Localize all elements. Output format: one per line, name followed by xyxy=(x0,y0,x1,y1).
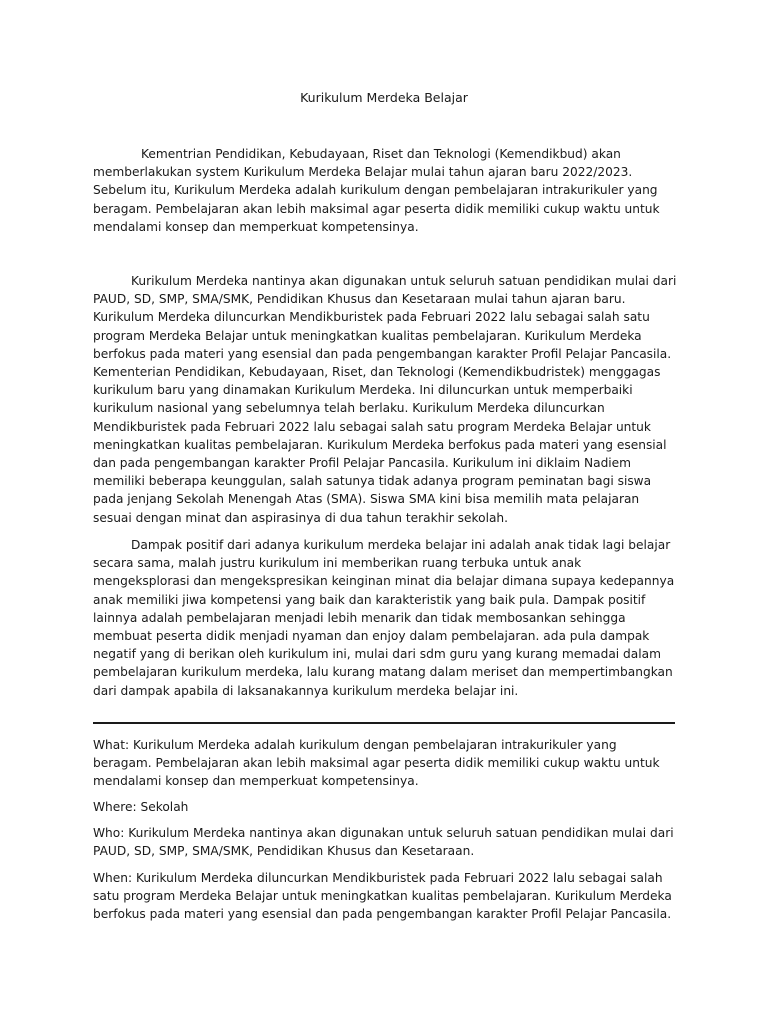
summary-who: Who: Kurikulum Merdeka nantinya akan digunakan untuk seluruh satuan pendidikan mulai dari PAUD, SD, SMP, SMA/SMK, Pendidikan Khusus dan Kesetaraan. xyxy=(93,826,674,859)
paragraph-impact: Dampak positif dari adanya kurikulum merdeka belajar ini adalah anak tidak lagi belajar secara sama, malah justru kurikulum ini memberikan ruang terbuka untuk anak mengeksplorasi dan mengekspresikan keinginan minat dia belajar dimana supaya kedepannya anak memiliki jiwa kompetensi yang baik dan karakteristik yang baik pula. Dampak positif lainnya adalah pembelajaran menjadi lebih menarik dan tidak membosankan sehingga membuat peserta didik menjadi nyaman dan enjoy dalam pembelajaran. ada pula dampak negatif yang di berikan oleh kurikulum ini, mulai dari sdm guru yang kurang memadai dalam pembelajaran kurikulum merdeka, lalu kurang matang dalam meriset dan mempertimbangkan dari dampak apabila di laksanakannya kurikulum merdeka belajar ini. xyxy=(93,538,675,698)
summary-when: When: Kurikulum Merdeka diluncurkan Mendikburistek pada Februari 2022 lalu sebagai salah satu program Merdeka Belajar untuk meningkatkan kualitas pembelajaran. Kurikulum Merdeka berfokus pada materi yang esensial dan pada pengembangan karakter Profil Pelajar Pancasila. xyxy=(93,871,672,922)
document-title: Kurikulum Merdeka Belajar xyxy=(300,90,468,105)
section-divider xyxy=(93,722,675,724)
summary-what: What: Kurikulum Merdeka adalah kurikulum dengan pembelajaran intrakurikuler yang beragam. Pembelajaran akan lebih maksimal agar peserta didik memiliki cukup waktu untuk mendalami konsep dan memperkuat kompetensinya. xyxy=(93,738,660,789)
summary-where: Where: Sekolah xyxy=(93,800,189,814)
paragraph-implementation: Kurikulum Merdeka nantinya akan digunakan untuk seluruh satuan pendidikan mulai dari PAUD, SD, SMP, SMA/SMK, Pendidikan Khusus dan Kesetaraan mulai tahun ajaran baru. Kurikulum Merdeka diluncurkan Mendikburistek pada Februari 2022 lalu sebagai salah satu program Merdeka Belajar untuk meningkatkan kualitas pembelajaran. Kurikulum Merdeka berfokus pada materi yang esensial dan pada pengembangan karakter Profil Pelajar Pancasila. Kementerian Pendidikan, Kebudayaan, Riset, dan Teknologi (Kemendikbudristek) menggagas kurikulum baru yang dinamakan Kurikulum Merdeka. Ini diluncurkan untuk memperbaiki kurikulum nasional yang sebelumnya telah berlaku. Kurikulum Merdeka diluncurkan Mendikburistek pada Februari 2022 lalu sebagai salah satu program Merdeka Belajar untuk meningkatkan kualitas pembelajaran. Kurikulum Merdeka berfokus pada materi yang esensial dan pada pengembangan karakter Profil Pelajar Pancasila. Kurikulum ini diklaim Nadiem memiliki beberapa keunggulan, salah satunya tidak adanya program peminatan bagi siswa pada jenjang Sekolah Menengah Atas (SMA). Siswa SMA kini bisa memilih mata pelajaran sesuai dengan minat dan aspirasinya di dua tahun terakhir sekolah. xyxy=(93,274,677,525)
paragraph-intro: Kementrian Pendidikan, Kebudayaan, Riset dan Teknologi (Kemendikbud) akan memberlakukan system Kurikulum Merdeka Belajar mulai tahun ajaran baru 2022/2023. Sebelum itu, Kurikulum Merdeka adalah kurikulum dengan pembelajaran intrakurikuler yang beragam. Pembelajaran akan lebih maksimal agar peserta didik memiliki cukup waktu untuk mendalami konsep dan memperkuat kompetensinya. xyxy=(93,147,660,234)
